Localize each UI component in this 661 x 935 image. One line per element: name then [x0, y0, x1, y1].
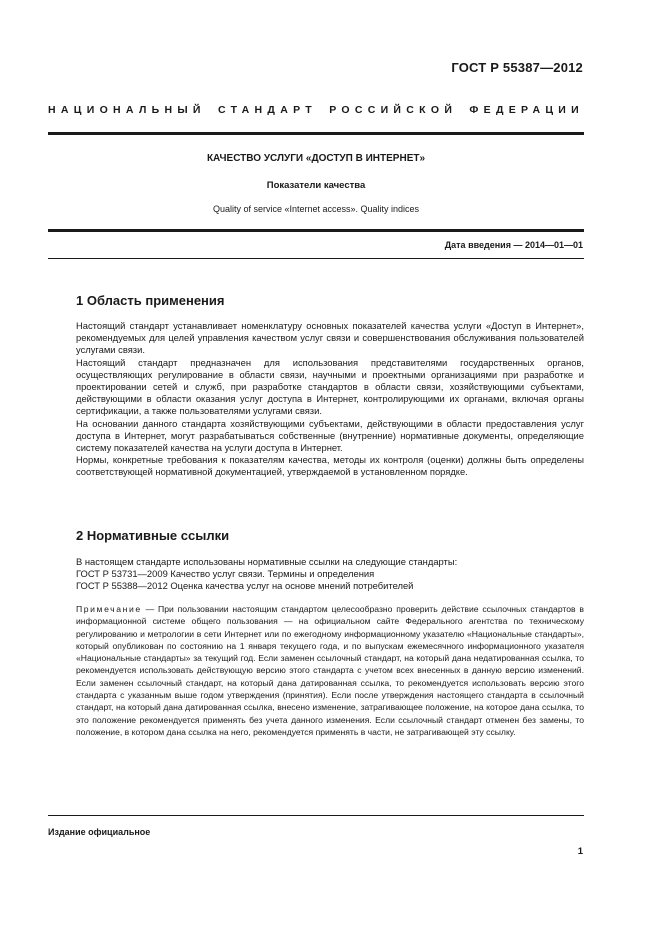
standard-title: КАЧЕСТВО УСЛУГИ «ДОСТУП В ИНТЕРНЕТ»	[206, 153, 426, 164]
section-1-paragraph-2: Настоящий стандарт предназначен для использования представителями государственных органов, осуществляющих регулирование в области связи, научными и проектными организациями при разработке и проектировании сетей и служб, при разработке стандартов в области связи, хозяйствующими субъектами, действующими в области оказания услуг доступа в Интернет, контролирующими их органами, включая органы сертификации, а также пользователями услугами связи.	[76, 356, 584, 417]
section-2-heading: 2 Нормативные ссылки	[76, 528, 230, 543]
date-rule	[48, 258, 584, 259]
note-paragraph	[76, 603, 584, 738]
document-number: ГОСТ Р 55387—2012	[451, 60, 583, 75]
section-1-heading: 1 Область применения	[76, 293, 225, 308]
section-2-body	[76, 556, 584, 593]
note-label: Примечание	[76, 604, 142, 614]
header-rule	[48, 132, 584, 135]
introduction-date: Дата введения — 2014—01—01	[444, 240, 583, 250]
title-rule	[48, 229, 584, 232]
normative-reference-1: ГОСТ Р 53731—2009 Качество услуг связи. Термины и определения	[76, 568, 375, 580]
section-2-note	[76, 603, 584, 738]
page-number: 1	[577, 846, 583, 857]
normative-reference-2: ГОСТ Р 55388—2012 Оценка качества услуг на основе мнений потребителей	[76, 580, 414, 592]
section-1-body	[76, 320, 584, 479]
national-standard-title: НАЦИОНАЛЬНЫЙ СТАНДАРТ РОССИЙСКОЙ ФЕДЕРАЦИИ	[48, 104, 584, 116]
section-1-paragraph-1: Настоящий стандарт устанавливает номенклатуру основных показателей качества услуги «Доступ в Интернет», рекомендуемых для целей управления качеством услуг связи и совершенствования обслуживания пользователей услугами связи.	[76, 320, 584, 356]
note-text: — При пользовании настоящим стандартом целесообразно проверить действие ссылочных стандартов в информационной системе общего пользования — на официальном сайте Федерального агентства по техническому регулированию и метрологии в сети Интернет или по ежегодному информационному указателю «Национальные стандарты», который опубликован по состоянию на 1 января текущего года, и по выпускам ежемесячного информационного указателя «Национальные стандарты» за текущий год. Если заменен ссылочный стандарт, на который дана недатированная ссылка, то рекомендуется использовать действующую версию этого стандарта с учетом всех внесенных в данную версию изменений. Если заменен ссылочный стандарт, на который дана датированная ссылка, то рекомендуется использовать версию этого стандарта с указанным выше годом утверждения (принятия). Если после утверждения настоящего стандарта в ссылочный стандарт, на который дана датированная ссылка, внесено изменение, затрагивающее положение, на которое дана ссылка, то это положение рекомендуется применять без учета данного изменения. Если ссылочный стандарт отменен без замены, то положение, в котором дана ссылка на него, рекомендуется применять в части, не затрагивающей эту ссылку.	[76, 604, 584, 737]
footer-rule	[48, 815, 584, 816]
standard-english-title: Quality of service «Internet access». Quality indices	[212, 204, 420, 214]
section-1-paragraph-4: Нормы, конкретные требования к показателям качества, методы их контроля (оценки) должны быть определены соответствующей нормативной документацией, утверждаемой в установленном порядке.	[76, 454, 584, 478]
section-2-intro: В настоящем стандарте использованы нормативные ссылки на следующие стандарты:	[76, 556, 458, 567]
section-1-paragraph-3: На основании данного стандарта хозяйствующими субъектами, действующими в области предоставления услуг доступа в Интернет, могут разрабатываться собственные (внутренние) нормативные документы, определяющие систему показателей качества на услуги доступа в Интернет.	[76, 417, 584, 454]
standard-subtitle: Показатели качества	[266, 180, 366, 191]
official-edition-label: Издание официальное	[48, 827, 151, 837]
